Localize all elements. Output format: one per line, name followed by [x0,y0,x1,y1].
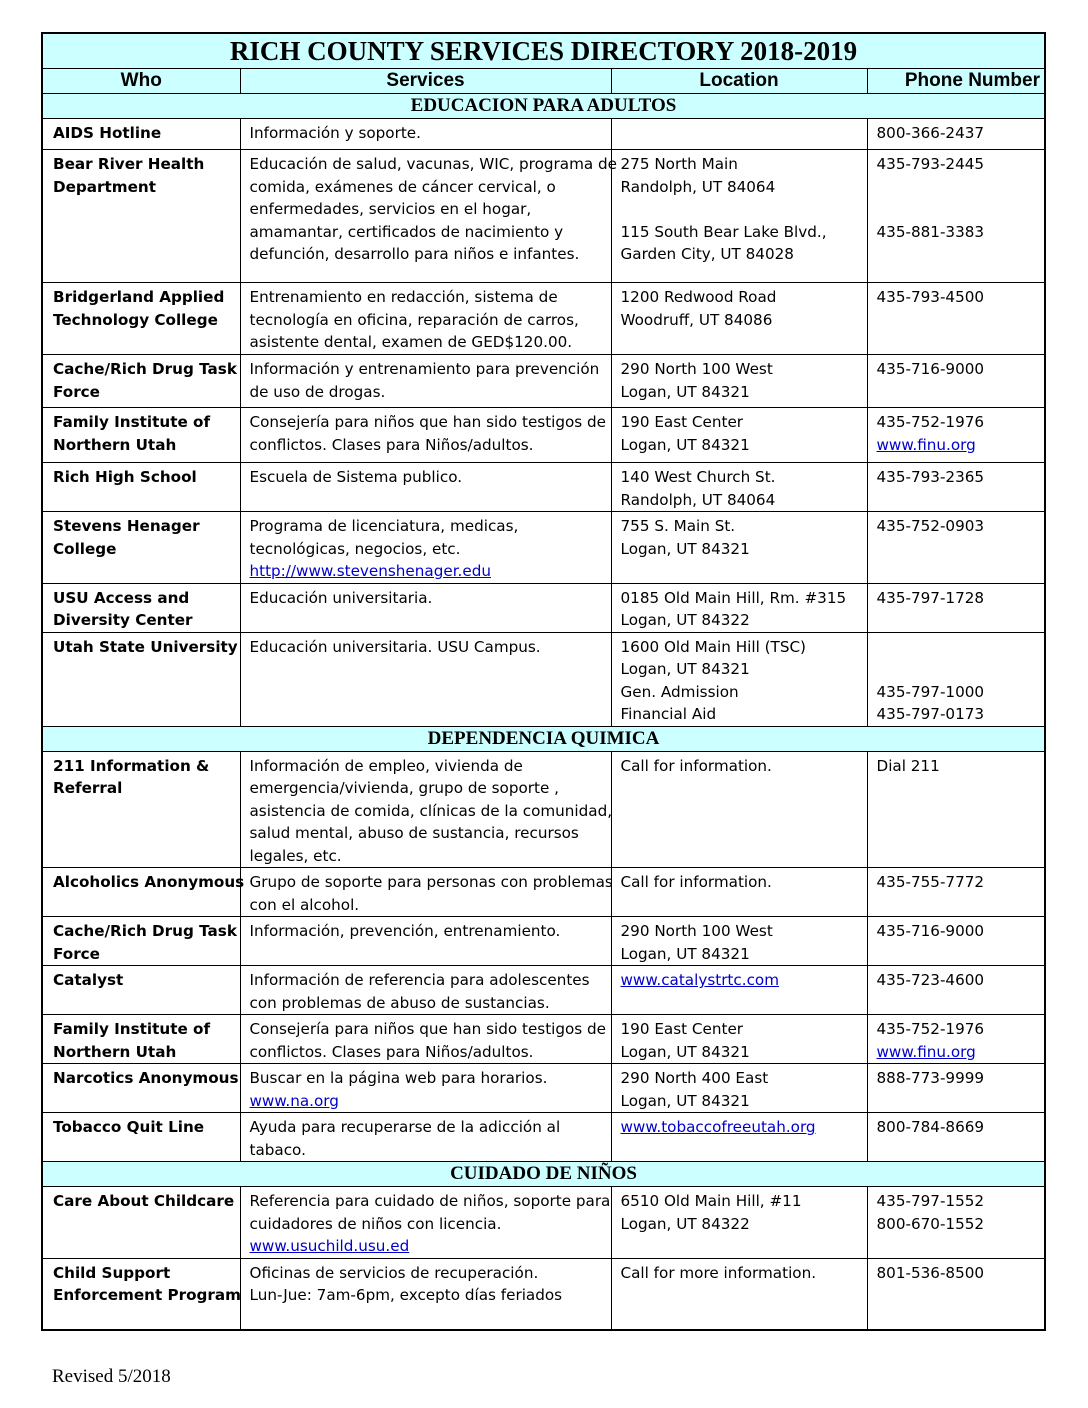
text-line: Alcoholics Anonymous [53,873,245,891]
revision-note: Revised 5/2018 [52,1366,171,1387]
location-cell [611,632,867,726]
text-line: Technology College [53,310,218,329]
text-line: 190 East Center [620,413,744,431]
who-cell [42,868,245,917]
location-cell [611,868,867,917]
link-line [621,1116,863,1139]
text-line: Diversity Center [53,611,193,629]
text-line: 0185 Old Main Hill, Rm. #315 [620,588,847,607]
text-line: Force [53,382,100,401]
phone-cell [867,463,1045,512]
text-line: Información de empleo, vivienda de [249,756,523,775]
web-link[interactable]: www.finu.org [876,435,976,454]
text-line: Logan, UT 84321 [620,435,750,454]
section-row [42,94,1045,119]
text-line: 755 S. Main St. [620,517,736,535]
text-line: 435-797-0173 [876,705,985,723]
services-cell [240,512,611,584]
directory-row [42,632,1045,726]
services-cell [240,283,611,355]
text-line: Call for information. [620,756,772,775]
directory-row [42,868,1045,917]
text-line: tecnología en oficina, reparación de carros, [249,310,579,329]
directory-row [42,966,1045,1015]
text-line: 6510 Old Main Hill, #11 [620,1192,802,1210]
text-line: Gen. Admission [620,682,739,701]
phone-cell [867,966,1045,1015]
text-line: Referral [53,779,123,797]
directory-row [42,355,1045,408]
text-line: 435-716-9000 [876,922,985,940]
text-line: Dial 211 [876,756,940,775]
text-line: tabaco. [249,1140,306,1159]
services-cell [240,1015,611,1064]
phone-cell [867,1064,1045,1113]
text-line: Consejería para niños que han sido testigos de [249,413,607,431]
text-line: 435-716-9000 [876,360,985,378]
text-line: Información y soporte. [249,124,421,142]
who-cell [42,1113,240,1162]
who-cell [42,150,240,283]
text-line: College [53,539,117,558]
services-cell [240,868,611,917]
text-line: Entrenamiento en redacción, sistema de [249,288,558,306]
text-line: Bear River Health [53,155,205,173]
text-line: Oficinas de servicios de recuperación. [249,1263,539,1282]
text-line: conflictos. Clases para Niños/adultos. [249,1042,534,1061]
text-line: Utah State University [53,637,238,656]
text-line: Randolph, UT 84064 [620,177,776,196]
text-line: Call for more information. [620,1263,817,1282]
text-line: Ayuda para recuperarse de la adicción al [249,1118,561,1136]
text-line: con el alcohol. [249,895,360,914]
who-cell [42,512,240,584]
who-cell [42,119,240,150]
location-cell [611,119,867,150]
text-line: Información, prevención, entrenamiento. [249,922,561,940]
who-cell [42,463,240,512]
blank-line [877,198,1041,221]
services-cell [240,1187,611,1259]
services-cell [240,917,611,966]
text-line: USU Access and [53,588,190,607]
text-line: Logan, UT 84321 [620,1042,750,1061]
header-services: Services [240,69,611,94]
directory-row [42,1064,1045,1113]
text-line: Logan, UT 84321 [620,539,750,558]
directory-row [42,512,1045,584]
blank-line [877,176,1041,199]
text-line: Child Support [53,1263,171,1282]
title-row [42,33,1045,69]
text-line: conflictos. Clases para Niños/adultos. [249,435,534,454]
location-cell [611,966,867,1015]
text-line: Educación universitaria. [249,588,433,607]
text-line: enfermedades, servicios en el hogar, [249,200,532,218]
header-row [42,69,1045,94]
text-line: 290 North 100 West [620,922,773,940]
text-line: Catalyst [53,971,124,989]
text-line: 888-773-9999 [876,1069,985,1087]
text-line: 435-793-2445 [876,155,985,173]
directory-row [42,1258,1045,1330]
location-cell [611,1015,867,1064]
text-line: 435-752-1976 [876,1020,985,1038]
text-line: Financial Aid [620,705,717,723]
text-line: Northern Utah [53,435,177,454]
who-cell [42,583,240,632]
directory-title: RICH COUNTY SERVICES DIRECTORY 2018-2019 [42,33,1045,69]
text-line: Educación universitaria. USU Campus. [249,637,541,656]
text-line: 800-670-1552 [876,1214,985,1233]
text-line: salud mental, abuso de sustancia, recursos [249,824,579,842]
text-line: tecnológicas, negocios, etc. [249,539,461,558]
text-line: 801-536-8500 [876,1263,985,1282]
text-line: 290 North 100 West [620,360,773,378]
blank-line [877,636,1041,659]
text-line: 800-784-8669 [876,1118,985,1136]
text-line: amamantar, certificados de nacimiento y [249,222,564,241]
text-line: 800-366-2437 [876,124,985,142]
link-line [250,1235,607,1258]
directory-row [42,583,1045,632]
services-cell [240,966,611,1015]
directory-row [42,283,1045,355]
text-line: Escuela de Sistema publico. [249,468,463,486]
text-line: Programa de licenciatura, medicas, [249,517,519,535]
who-cell [42,283,240,355]
directory-table [41,32,1046,1331]
text-line: 115 South Bear Lake Blvd., [620,222,827,241]
text-line: 435-797-1728 [876,588,985,607]
web-link[interactable]: www.finu.org [876,1042,976,1061]
text-line: Cache/Rich Drug Task [53,922,237,940]
text-line: Force [53,944,100,963]
who-cell [42,917,240,966]
header-location: Location [611,69,867,94]
text-line: Narcotics Anonymous [53,1069,239,1087]
link-line [250,1090,607,1113]
text-line: cuidadores de niños con licencia. [249,1214,502,1233]
services-cell [240,1064,611,1113]
who-cell [42,1187,240,1259]
directory-row [42,119,1045,150]
location-cell [611,463,867,512]
directory-row [42,1113,1045,1162]
location-cell [611,283,867,355]
text-line: Randolph, UT 84064 [620,490,776,509]
services-cell [240,150,617,283]
link-line [621,969,863,992]
directory-row [42,751,1045,868]
text-line: 435-793-4500 [876,288,985,306]
location-cell [611,150,867,283]
text-line: Logan, UT 84322 [620,611,750,629]
web-link[interactable]: http://www.stevenshenager.edu [249,562,491,580]
directory-row [42,463,1045,512]
who-cell [42,1258,240,1330]
text-line: Logan, UT 84321 [620,382,750,401]
location-cell [611,1113,867,1162]
section-title: CUIDADO DE NIÑOS [42,1162,1045,1187]
phone-cell [867,150,1045,283]
text-line: Grupo de soporte para personas con problemas [249,873,613,891]
text-line: Woodruff, UT 84086 [620,310,773,329]
text-line: Call for information. [620,873,772,891]
text-line: Stevens Henager [53,517,200,535]
text-line: asistente dental, examen de GED$120.00. [249,333,573,351]
text-line: Rich High School [53,468,197,486]
phone-cell [867,408,1045,463]
blank-line [621,198,863,221]
location-cell [611,1064,867,1113]
text-line: AIDS Hotline [53,124,162,142]
text-line: Tobacco Quit Line [53,1118,205,1136]
text-line: de uso de drogas. [249,382,386,401]
who-cell [42,355,240,408]
text-line: 435-752-1976 [876,413,985,431]
text-line: Enforcement Program [53,1286,241,1304]
text-line: Bridgerland Applied [53,288,225,306]
services-cell [240,408,611,463]
text-line: Logan, UT 84321 [620,1091,750,1110]
text-line: Información de referencia para adolescentes [249,971,590,989]
text-line: comida, exámenes de cáncer cervical, o [249,177,556,196]
phone-cell [867,632,1045,726]
web-link[interactable]: www.tobaccofreeutah.org [620,1118,816,1136]
directory-row [42,1015,1045,1064]
location-cell [611,583,867,632]
text-line: 1600 Old Main Hill (TSC) [620,637,806,656]
who-cell [42,1064,240,1113]
section-title: DEPENDENCIA QUIMICA [42,726,1045,751]
phone-cell [867,583,1045,632]
services-cell [240,1258,611,1330]
web-link[interactable]: www.usuchild.usu.ed [249,1237,410,1255]
phone-cell [867,868,1045,917]
phone-cell [867,751,1045,868]
services-cell [240,751,611,868]
services-cell [240,583,611,632]
text-line: emergencia/vivienda, grupo de soporte , [249,779,559,797]
text-line: 275 North Main [620,155,738,173]
text-line: Department [53,177,156,196]
phone-cell [867,1187,1045,1259]
location-cell [611,1258,867,1330]
text-line: Logan, UT 84321 [620,944,750,963]
location-cell [611,355,867,408]
text-line: 1200 Redwood Road [620,288,777,306]
text-line: Family Institute of [53,1020,211,1038]
text-line: Educación de salud, vacunas, WIC, programa de [249,155,617,173]
text-line: Logan, UT 84322 [620,1214,750,1233]
text-line: defunción, desarrollo para niños e infantes. [249,245,580,263]
text-line: 435-752-0903 [876,517,985,535]
services-cell [240,463,611,512]
text-line: Logan, UT 84321 [620,660,750,678]
text-line: 290 North 400 East [620,1069,769,1087]
text-line: Información y entrenamiento para prevención [249,360,600,378]
text-line: Consejería para niños que han sido testigos de [249,1020,607,1038]
text-line: 435-793-2365 [876,468,985,486]
who-cell [42,751,240,868]
section-row [42,1162,1045,1187]
phone-cell [867,119,1045,150]
services-cell [240,632,611,726]
link-line [877,1041,1041,1064]
location-cell [611,917,867,966]
text-line: 190 East Center [620,1020,744,1038]
text-line: Cache/Rich Drug Task [53,360,237,378]
services-cell [240,119,611,150]
header-who: Who [42,69,240,94]
directory-row [42,917,1045,966]
section-title: EDUCACION PARA ADULTOS [42,94,1045,119]
who-cell [42,1015,240,1064]
text-line: 211 Information & [53,756,210,775]
text-line: Buscar en la página web para horarios. [249,1069,548,1087]
directory-row [42,150,1045,283]
who-cell [42,966,240,1015]
location-cell [611,408,867,463]
text-line: asistencia de comida, clínicas de la comunidad, [249,801,613,820]
text-line: Family Institute of [53,413,211,431]
web-link[interactable]: www.na.org [249,1091,339,1110]
text-line: Northern Utah [53,1042,177,1061]
location-cell [611,751,867,868]
text-line: con problemas de abuso de sustancias. [249,993,550,1012]
link-line [877,434,1041,457]
text-line: Garden City, UT 84028 [620,245,794,263]
directory-row [42,408,1045,463]
who-cell [42,632,240,726]
section-row [42,726,1045,751]
who-cell [42,408,240,463]
phone-cell [867,1258,1045,1330]
text-line: 435-881-3383 [876,222,985,241]
phone-cell [867,283,1045,355]
location-cell [611,1187,867,1259]
text-line: 140 West Church St. [620,468,776,486]
text-line: legales, etc. [249,846,342,865]
phone-cell [867,1015,1045,1064]
header-phone: Phone Number [867,69,1045,94]
web-link[interactable]: www.catalystrtc.com [620,971,780,989]
phone-cell [867,512,1045,584]
text-line: Lun-Jue: 7am-6pm, excepto días feriados [249,1286,563,1304]
text-line: Care About Childcare [53,1192,235,1210]
phone-cell [867,1113,1045,1162]
location-cell [611,512,867,584]
text-line: Referencia para cuidado de niños, soporte para [249,1192,611,1210]
services-cell [240,355,611,408]
phone-cell [867,917,1045,966]
text-line: 435-797-1552 [876,1192,985,1210]
text-line: 435-797-1000 [876,682,985,701]
phone-cell [867,355,1045,408]
text-line: 435-755-7772 [876,873,985,891]
link-line [250,560,607,583]
blank-line [877,658,1041,681]
directory-row [42,1187,1045,1259]
text-line: 435-723-4600 [876,971,985,989]
services-cell [240,1113,611,1162]
